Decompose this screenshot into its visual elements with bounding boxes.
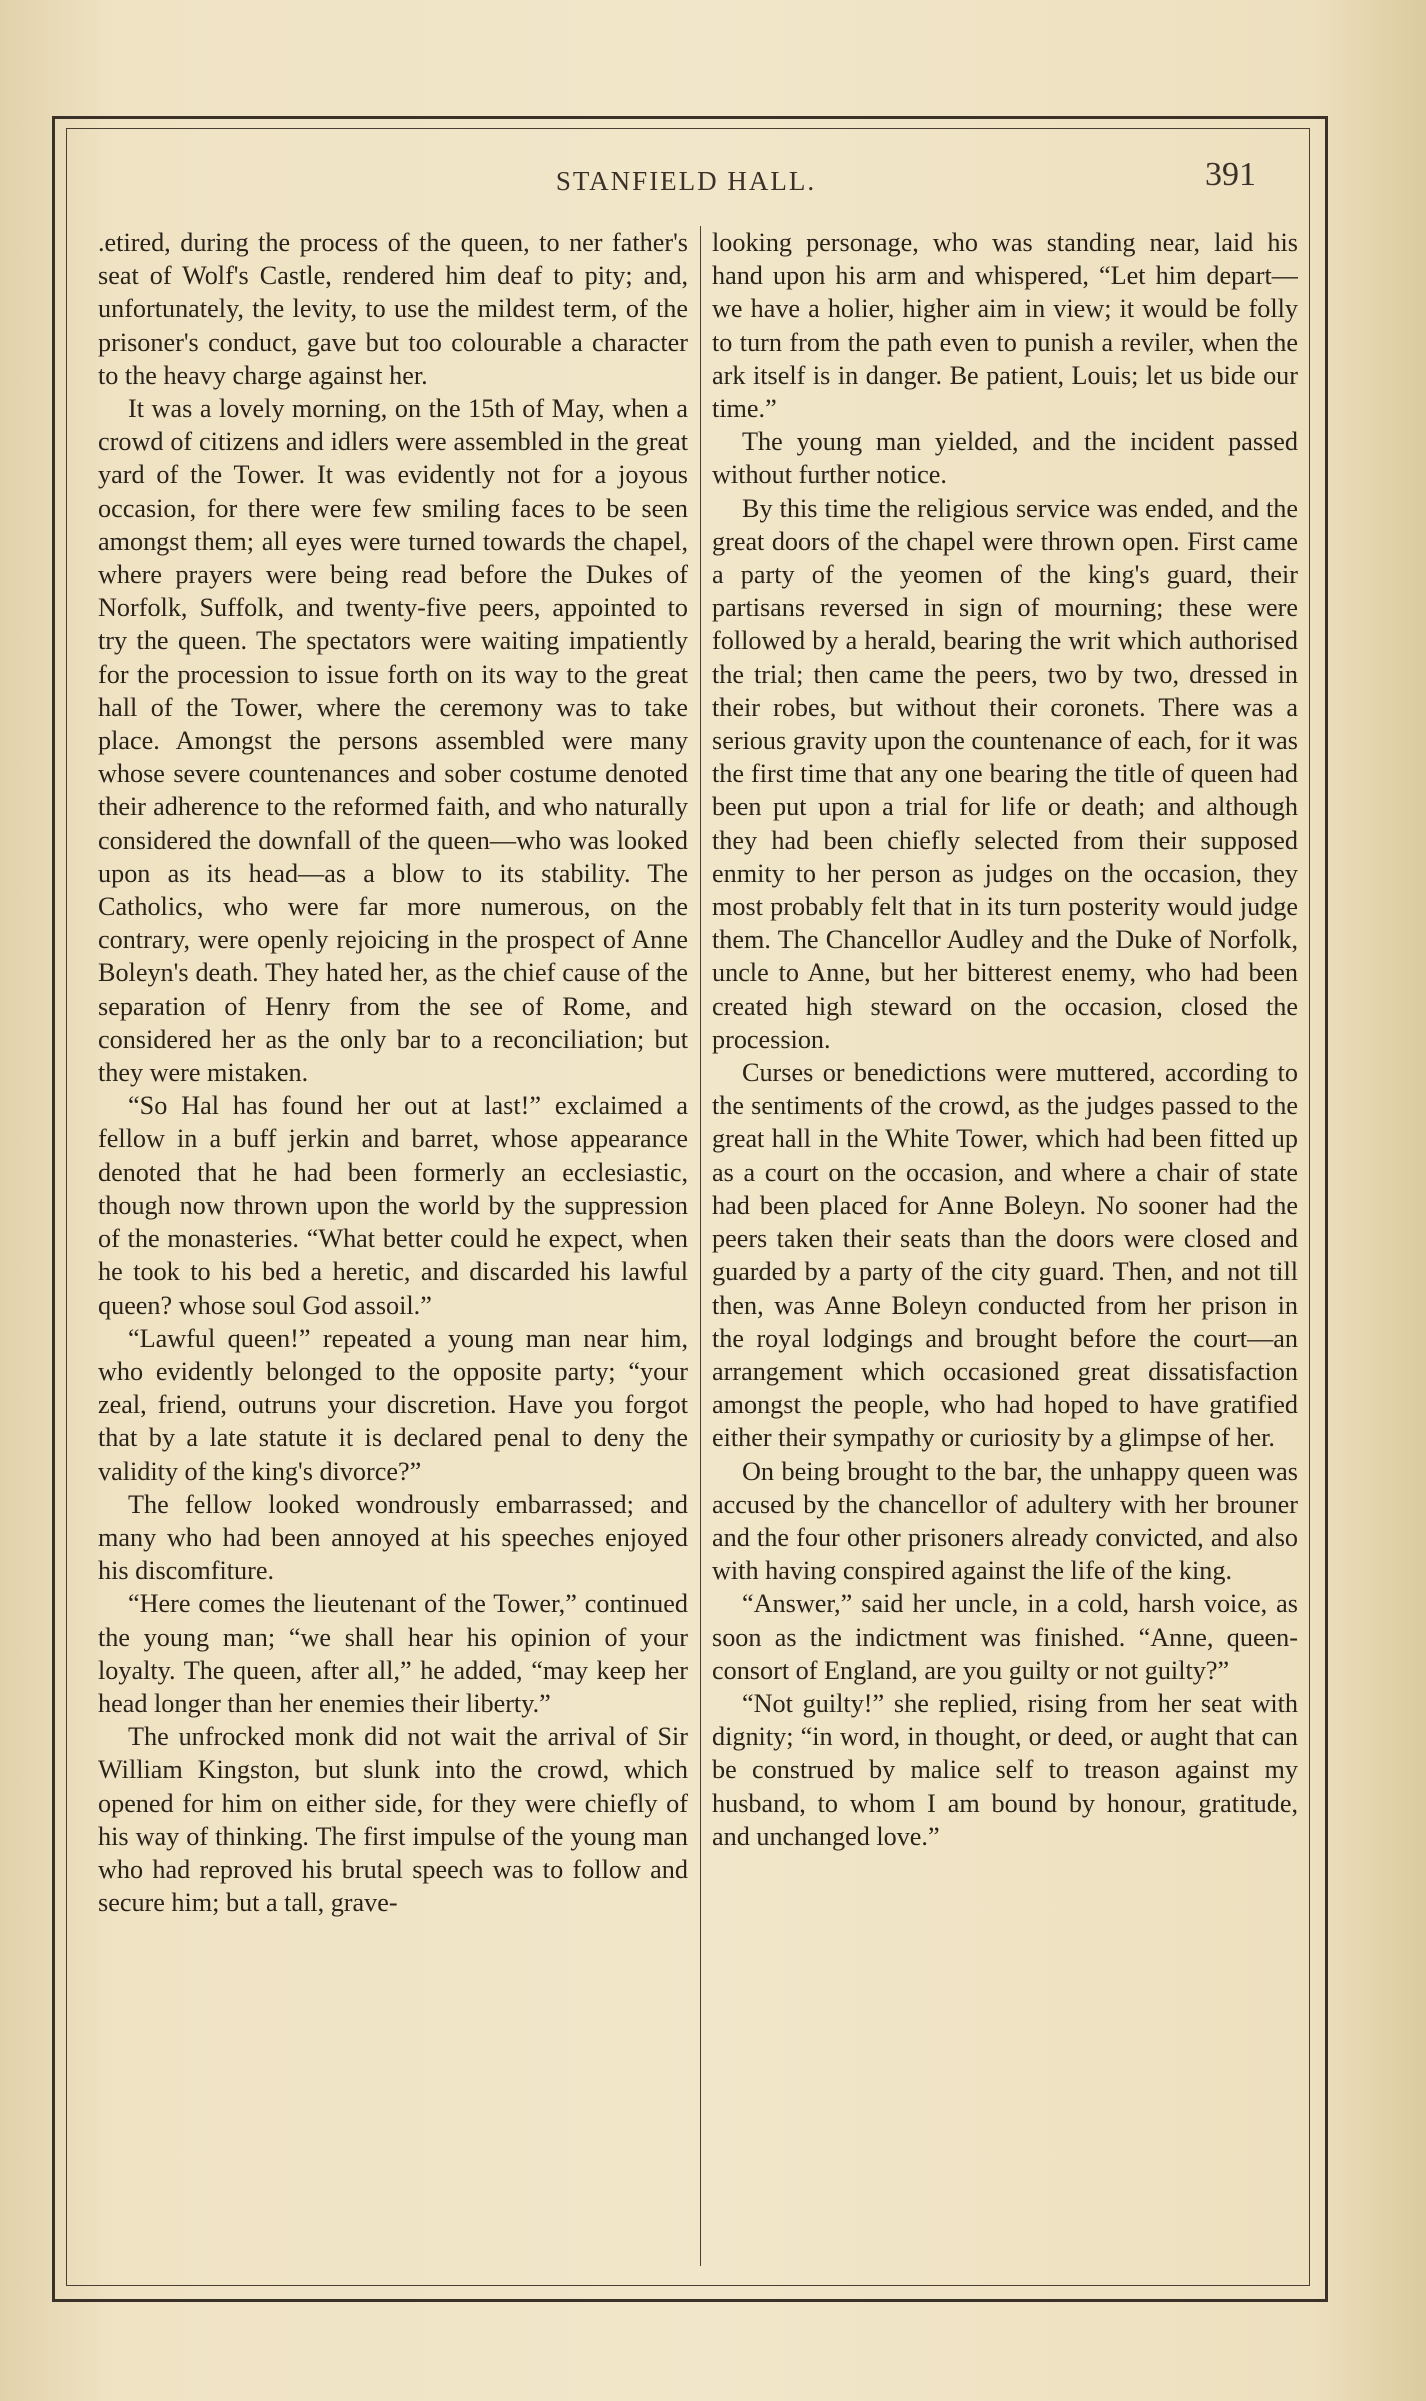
paragraph: Curses or benedictions were muttered, according to the sentiments of the crowd, as the judges passed to the great hall in the White Tower, which had been fitted up as a court on the occasion, and where a chair of state had been placed for Anne Boleyn. No sooner had the peers taken their seats than the doors were closed and guarded by a party of the city guard. Then, and not till then, was Anne Boleyn conducted from her prison in the royal lodgings and brought before the court—an arrangement which occasioned great dissatisfaction amongst the people, who had hoped to have gratified either their sympathy or curiosity by a glimpse of her. (712, 1058, 1298, 1453)
paragraph: “So Hal has found her out at last!” exclaimed a fellow in a buff jerkin and barret, whose appearance denoted that he had been formerly an ecclesiastic, though now thrown upon the world by the suppression of the monasteries. “What better could he expect, when he took to his bed a heretic, and discarded his lawful queen? whose soul God assoil.” (98, 1091, 688, 1320)
paragraph: “Answer,” said her uncle, in a cold, harsh voice, as soon as the indictment was finished. “Anne, queen-consort of England, are you guilty or not guilty?” (712, 1589, 1298, 1685)
paragraph: looking personage, who was standing near, laid his hand upon his arm and whispered, “Let him depart—we have a holier, higher aim in view; it would be folly to turn from the path even to punish a reviler, when the ark itself is in danger. Be patient, Louis; let us bide our time.” (712, 228, 1298, 424)
paragraph: On being brought to the bar, the unhappy queen was accused by the chancellor of adultery with her brouner and the four other prisoners already convicted, and also with having conspired against the life of the king. (712, 1456, 1298, 1586)
paragraph: It was a lovely morning, on the 15th of May, when a crowd of citizens and idlers were assembled in the great yard of the Tower. It was evidently not for a joyous occasion, for there were few smiling faces to be seen amongst them; all eyes were turned towards the chapel, where prayers were being read before the Dukes of Norfolk, Suffolk, and twenty-five peers, appointed to try the queen. The spectators were waiting impatiently for the procession to issue forth on its way to the great hall of the Tower, where the ceremony was to take place. Amongst the persons assembled were many whose severe countenances and sober costume denoted their adherence to the reformed faith, and who naturally considered the downfall of the queen—who was looked upon as its head—as a blow to its stability. The Catholics, who were far more numerous, on the contrary, were openly rejoicing in the prospect of Anne Boleyn's death. They hated her, as the chief cause of the separation of Henry from the see of Rome, and considered her as the only bar to a reconciliation; but they were mistaken. (98, 394, 688, 1088)
left-column (98, 226, 688, 2276)
paragraph: “Not guilty!” she replied, rising from her seat with dignity; “in word, in thought, or deed, or aught that can be construed by malice self to treason against my husband, to whom I am bound by honour, gratitude, and unchanged love.” (712, 1688, 1298, 1851)
paragraph: The unfrocked monk did not wait the arrival of Sir William Kingston, but slunk into the crowd, which opened for him on either side, for they were chiefly of his way of thinking. The first impulse of the young man who had reproved his brutal speech was to follow and secure him; but a tall, grave- (98, 1722, 688, 1918)
paragraph: By this time the religious service was ended, and the great doors of the chapel were thrown open. First came a party of the yeomen of the king's guard, their partisans reversed in sign of mourning; these were followed by a herald, bearing the writ which authorised the trial; then came the peers, two by two, dressed in their robes, but without their coronets. There was a serious gravity upon the countenance of each, for it was the first time that any one bearing the title of queen had been put upon a trial for life or death; and although they had been chiefly selected from their supposed enmity to her person as judges on the occasion, they most probably felt that in its turn posterity would judge them. The Chancellor Audley and the Duke of Norfolk, uncle to Anne, but her bitterest enemy, who had been created high steward on the occasion, closed the procession. (712, 493, 1298, 1054)
page-header (80, 150, 1292, 210)
page-number: 391 (1205, 156, 1256, 193)
right-column (712, 226, 1298, 2276)
paragraph: “Lawful queen!” repeated a young man near him, who evidently belonged to the opposite party; “your zeal, friend, outruns your discretion. Have you forgot that by a late statute it is declared penal to deny the validity of the king's divorce?” (98, 1323, 688, 1486)
paragraph: “Here comes the lieutenant of the Tower,” continued the young man; “we shall hear his opinion of your loyalty. The queen, after all,” he added, “may keep her head longer than her enemies their liberty.” (98, 1589, 688, 1718)
paragraph: The fellow looked wondrously embarrassed; and many who had been annoyed at his speeches enjoyed his discomfiture. (98, 1489, 688, 1586)
paragraph: The young man yielded, and the incident passed without further notice. (712, 427, 1298, 490)
column-divider (700, 226, 701, 2266)
running-title: STANFIELD HALL. (555, 166, 817, 196)
paragraph: .etired, during the process of the queen, to ner father's seat of Wolf's Castle, rendered him deaf to pity; and, unfortunately, the levity, to use the mildest term, of the prisoner's conduct, gave but too colourable a character to the heavy charge against her. (98, 228, 688, 390)
